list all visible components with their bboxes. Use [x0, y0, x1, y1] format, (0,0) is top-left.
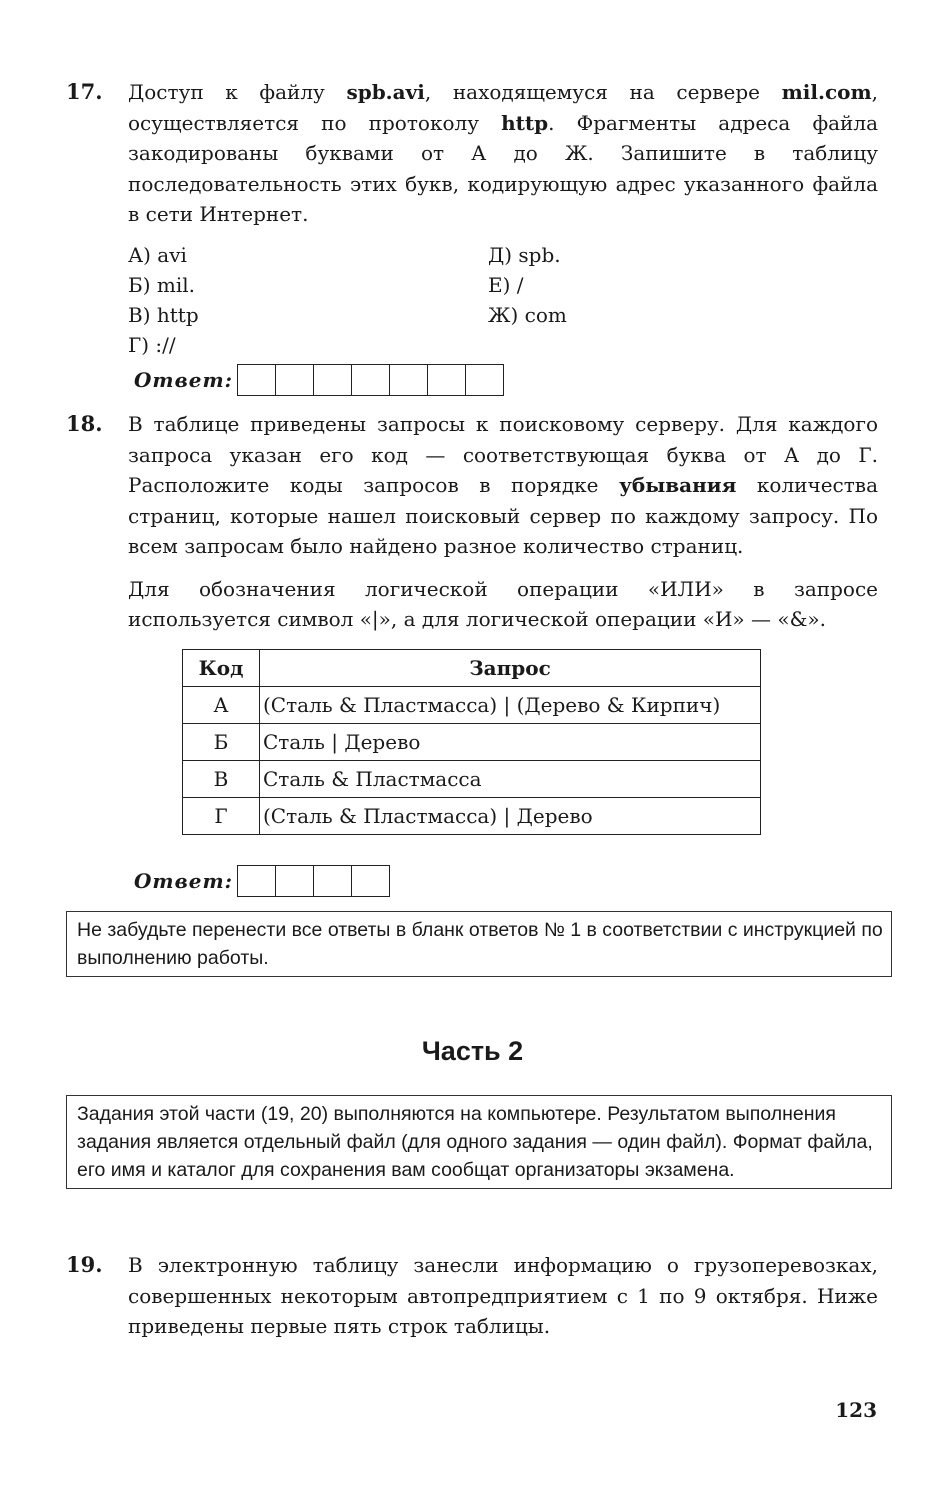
- task-17-text-4: . Фрагменты адреса файла закодированы буквами от А до Ж. Запишите в таблицу последовательность этих букв, кодирующую адрес указанного файла в сети Интернет.: [128, 110, 878, 226]
- task-18-bold-word: убывания: [619, 473, 737, 497]
- option-g: Г) ://: [128, 332, 176, 357]
- answer-cell[interactable]: [238, 365, 276, 395]
- answer-label: Ответ:: [134, 367, 233, 392]
- row-code: В: [183, 760, 260, 797]
- table-row: [183, 686, 761, 723]
- task-17-text-2: , находящемуся на сервере: [424, 80, 782, 104]
- answer-cell[interactable]: [276, 365, 314, 395]
- task-17: [66, 77, 878, 396]
- task-17-options: [128, 240, 878, 360]
- notice-part-2: Задания этой части (19, 20) выполняются на компьютере. Результатом выполнения задания является отдельный файл (для одного задания — один файл). Формат файла, его имя и каталог для сохранения вам сообщат организаторы экзамена.: [66, 1095, 892, 1189]
- task-17-protocol: http: [501, 110, 549, 135]
- task-18: [66, 409, 878, 897]
- task-17-file: spb.avi: [346, 80, 425, 104]
- option-e: Е) /: [488, 272, 524, 297]
- row-query: Сталь | Дерево: [260, 723, 761, 760]
- task-17-text-1: Доступ к файлу: [128, 80, 347, 104]
- task-19: [66, 1250, 878, 1342]
- answer-cell[interactable]: [352, 365, 390, 395]
- table-row: [183, 723, 761, 760]
- task-18-text-1: В таблице приведены запросы к поисковому серверу. Для каждого запроса указан его код — соответствующая буква от А до Г. Расположите коды запросов в порядке: [128, 412, 878, 497]
- table-row: [183, 797, 761, 834]
- task-19-text: В электронную таблицу занесли информацию о грузоперевозках, совершенных некоторым автопредприятием с 1 по 9 октября. Ниже приведены первые пять строк таблицы.: [128, 1253, 878, 1338]
- query-table: [182, 649, 761, 835]
- task-18-text: [128, 409, 878, 635]
- notice-transfer-answers: Не забудьте перенести все ответы в бланк ответов № 1 в соответствии с инструкцией по выполнению работы.: [66, 911, 892, 977]
- row-query: (Сталь & Пластмасса) | (Дерево & Кирпич): [260, 686, 761, 723]
- task-18-answer: [134, 865, 878, 897]
- option-empty: [488, 330, 788, 360]
- task-18-number: 18.: [66, 411, 103, 436]
- header-query: Запрос: [260, 649, 761, 686]
- answer-label: Ответ:: [134, 868, 233, 893]
- task-18-text-2: количества страниц, которые нашел поисковый сервер по каждому запросу. По всем запросам было найдено разное количество страниц.: [128, 473, 878, 558]
- task-19-number: 19.: [66, 1252, 103, 1277]
- table-header-row: [183, 649, 761, 686]
- answer-cell[interactable]: [238, 866, 276, 896]
- row-query: (Сталь & Пластмасса) | Дерево: [260, 797, 761, 834]
- answer-cells: [237, 865, 390, 897]
- answer-cells: [237, 364, 504, 396]
- row-query: Сталь & Пластмасса: [260, 760, 761, 797]
- answer-cell[interactable]: [276, 866, 314, 896]
- task-17-answer: [134, 364, 878, 396]
- answer-cell[interactable]: [314, 365, 352, 395]
- row-code: Б: [183, 723, 260, 760]
- answer-cell[interactable]: [314, 866, 352, 896]
- task-17-text: [128, 77, 878, 230]
- header-code: Код: [183, 649, 260, 686]
- answer-cell[interactable]: [428, 365, 466, 395]
- answer-cell[interactable]: [352, 866, 389, 896]
- answer-cell[interactable]: [466, 365, 503, 395]
- option-zh: Ж) com: [488, 302, 567, 327]
- page-number: 123: [835, 1398, 877, 1422]
- option-b: Б) mil.: [128, 272, 195, 297]
- part-2-heading: Часть 2: [421, 1036, 524, 1066]
- option-d: Д) spb.: [488, 242, 561, 267]
- task-17-number: 17.: [66, 79, 103, 104]
- task-17-server: mil.com: [781, 80, 872, 104]
- option-v: В) http: [128, 302, 199, 327]
- answer-cell[interactable]: [390, 365, 428, 395]
- row-code: А: [183, 686, 260, 723]
- row-code: Г: [183, 797, 260, 834]
- task-18-paragraph-2: Для обозначения логической операции «ИЛИ» в запросе используется символ «|», а для логической операции «И» — «&».: [128, 576, 878, 631]
- table-row: [183, 760, 761, 797]
- task-17-text-3: , осуществляется по протоколу: [128, 80, 878, 135]
- option-a: А) avi: [128, 242, 187, 267]
